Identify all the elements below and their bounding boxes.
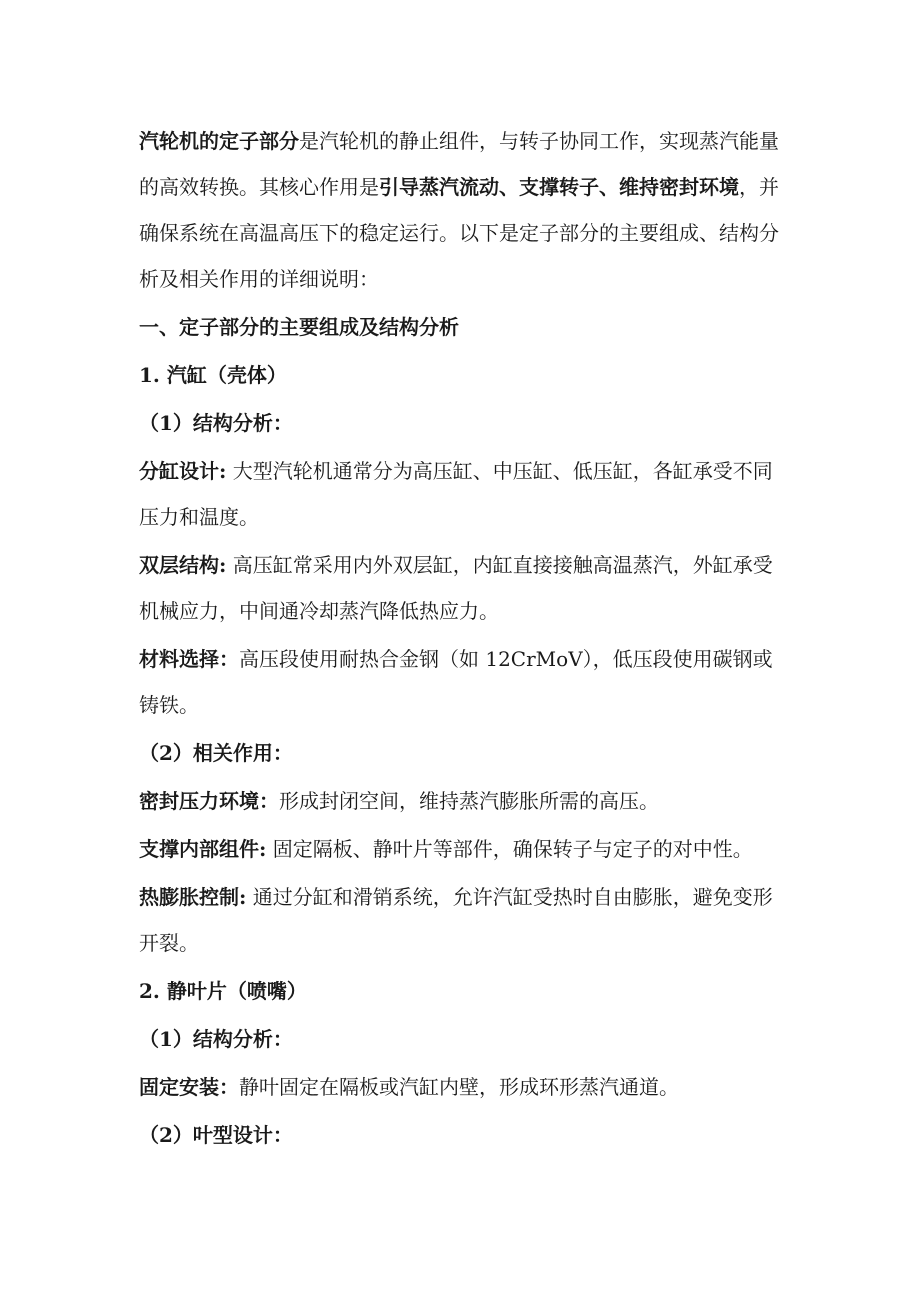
item-text: 高压段使用耐热合金钢（如 12CrMoV），低压段使用碳钢或铸铁。 bbox=[139, 647, 773, 717]
document-body bbox=[139, 118, 787, 1158]
vane-structure-heading: （1）结构分析： bbox=[139, 1027, 293, 1051]
item-text: 固定隔板、静叶片等部件，确保转子与定子的对中性。 bbox=[266, 837, 753, 861]
intro-paragraph bbox=[139, 118, 787, 302]
intro-bold-subject: 汽轮机的定子部分 bbox=[139, 129, 299, 153]
cylinder-heading: 1. 汽缸（壳体） bbox=[139, 363, 287, 387]
cylinder-structure-heading: （1）结构分析： bbox=[139, 411, 293, 435]
item-text: 静叶固定在隔板或汽缸内壁，形成环形蒸汽通道。 bbox=[239, 1075, 679, 1099]
item-label: 固定安装： bbox=[139, 1075, 239, 1099]
item-text: 高压缸常采用内外双层缸，内缸直接接触高温蒸汽，外缸承受机械应力，中间通冷却蒸汽降低热应力。 bbox=[139, 553, 773, 623]
section-heading: 一、定子部分的主要组成及结构分析 bbox=[139, 315, 459, 339]
item-text: 通过分缸和滑销系统，允许汽缸受热时自由膨胀，避免变形开裂。 bbox=[139, 885, 773, 955]
vane-heading: 2. 静叶片（喷嘴） bbox=[139, 979, 307, 1003]
item-label: 支撑内部组件: bbox=[139, 837, 267, 861]
vane-design-heading: （2）叶型设计： bbox=[139, 1123, 293, 1147]
cylinder-function-thermal bbox=[139, 874, 787, 966]
item-text: 形成封闭空间，维持蒸汽膨胀所需的高压。 bbox=[279, 789, 659, 813]
cylinder-item-double-layer bbox=[139, 542, 787, 634]
intro-text-1: 是汽轮机的静止组件，与转子协同工作，实现蒸汽能量的高效转换。其核心作用是 bbox=[139, 129, 779, 199]
cylinder-item-material bbox=[139, 636, 787, 728]
item-text: 大型汽轮机通常分为高压缸、中压缸、低压缸，各缸承受不同压力和温度。 bbox=[139, 459, 773, 529]
cylinder-item-split bbox=[139, 448, 787, 540]
intro-text-2: ，并确保系统在高温高压下的稳定运行。以下是定子部分的主要组成、结构分析及相关作用的详细说明： bbox=[139, 175, 779, 291]
intro-bold-functions: 引导蒸汽流动、支撑转子、维持密封环境 bbox=[379, 175, 739, 199]
item-label: 分缸设计: bbox=[139, 459, 227, 483]
cylinder-function-support bbox=[139, 826, 787, 872]
item-label: 热膨胀控制: bbox=[139, 885, 247, 909]
vane-item-fixed bbox=[139, 1064, 787, 1110]
item-label: 密封压力环境： bbox=[139, 789, 279, 813]
cylinder-function-seal bbox=[139, 778, 787, 824]
item-label: 双层结构: bbox=[139, 553, 227, 577]
item-label: 材料选择： bbox=[139, 647, 239, 671]
cylinder-function-heading: （2）相关作用： bbox=[139, 741, 293, 765]
